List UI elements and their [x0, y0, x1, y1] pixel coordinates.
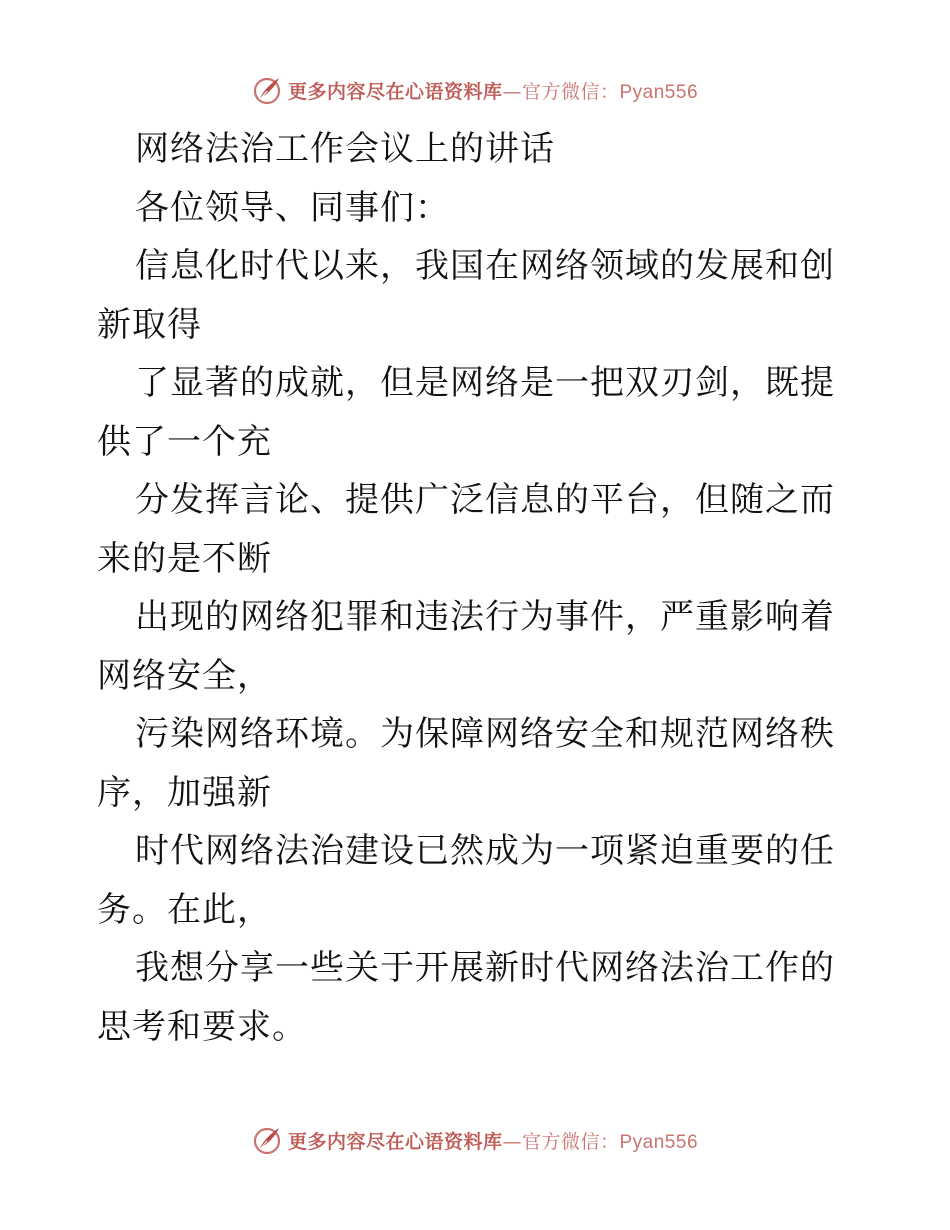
header-wechat-label: 官方微信：	[521, 80, 620, 103]
footer-brand-text: 更多内容尽在心语资料库	[287, 1130, 503, 1153]
paragraph-7: 我想分享一些关于开展新时代网络法治工作的思考和要求。	[97, 948, 835, 1047]
quill-pen-logo-icon	[252, 1124, 284, 1156]
document-body	[97, 120, 857, 1056]
paragraph-2: 了显著的成就，但是网络是一把双刃剑，既提供了一个充	[97, 363, 835, 462]
paragraph-4: 出现的网络犯罪和违法行为事件，严重影响着网络安全，	[97, 597, 835, 696]
footer-wechat-id: Pyan556	[619, 1131, 699, 1153]
paragraph-3: 分发挥言论、提供广泛信息的平台，但随之而来的是不断	[97, 480, 835, 579]
page-header-banner	[0, 70, 950, 110]
footer-wechat-label: 官方微信：	[521, 1130, 620, 1153]
header-banner-text	[288, 77, 698, 104]
footer-separator: —	[502, 1130, 522, 1153]
document-greeting: 各位领导、同事们：	[135, 187, 450, 228]
document-title: 网络法治工作会议上的讲话	[135, 129, 555, 169]
paragraph-1: 信息化时代以来，我国在网络领域的发展和创新取得	[97, 246, 835, 345]
page-footer-banner	[0, 1120, 950, 1160]
paragraph-5: 污染网络环境。为保障网络安全和规范网络秩序，加强新	[97, 714, 835, 813]
header-brand-text: 更多内容尽在心语资料库	[287, 80, 503, 103]
footer-banner-text	[288, 1127, 698, 1154]
quill-pen-logo-icon	[252, 74, 284, 106]
header-separator: —	[502, 80, 522, 103]
paragraph-6: 时代网络法治建设已然成为一项紧迫重要的任务。在此，	[97, 831, 835, 930]
header-wechat-id: Pyan556	[619, 81, 699, 103]
